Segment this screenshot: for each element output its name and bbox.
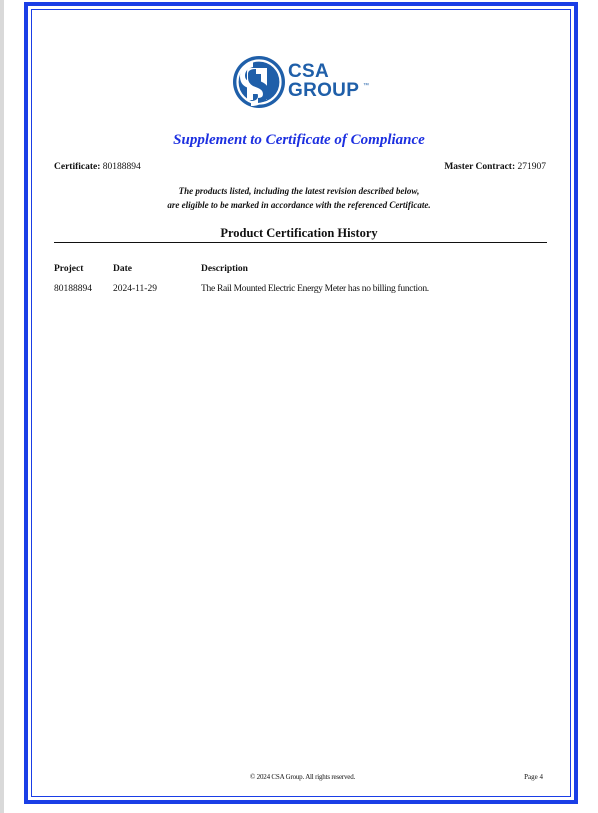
- eligibility-note-line-1: The products listed, including the latest revision described below,: [178, 186, 420, 196]
- document-title: Supplement to Certificate of Compliance: [173, 132, 425, 148]
- cell-project: 80188894: [54, 284, 92, 294]
- cell-date: 2024-11-29: [113, 284, 157, 294]
- viewer-left-edge: [0, 0, 4, 813]
- page-border-inner: [31, 9, 571, 797]
- cell-description: The Rail Mounted Electric Energy Meter has no billing function.: [201, 284, 429, 294]
- csa-logo-mark-icon: [231, 50, 287, 114]
- master-contract: [444, 162, 546, 172]
- certificate-number: [54, 162, 141, 172]
- logo-trademark: ™: [363, 83, 369, 89]
- master-contract-value: 271907: [517, 162, 546, 172]
- certificate-label: Certificate:: [54, 162, 101, 172]
- certificate-value: 80188894: [102, 162, 141, 172]
- csa-group-logo: [231, 50, 371, 114]
- page-border-frame: [24, 2, 578, 804]
- column-header-description: Description: [201, 264, 248, 274]
- logo-text-csa: CSA: [288, 61, 330, 82]
- footer-page-number: Page 4: [524, 773, 543, 781]
- eligibility-note-line-2: are eligible to be marked in accordance with the referenced Certificate.: [167, 200, 431, 210]
- column-header-date: Date: [113, 264, 132, 274]
- history-section-title: Product Certification History: [220, 226, 378, 240]
- logo-text-group: GROUP: [288, 80, 360, 101]
- footer-copyright: © 2024 CSA Group. All rights reserved.: [250, 773, 356, 781]
- history-divider: [54, 242, 547, 243]
- master-contract-label: Master Contract:: [444, 162, 516, 172]
- column-header-project: Project: [54, 264, 84, 274]
